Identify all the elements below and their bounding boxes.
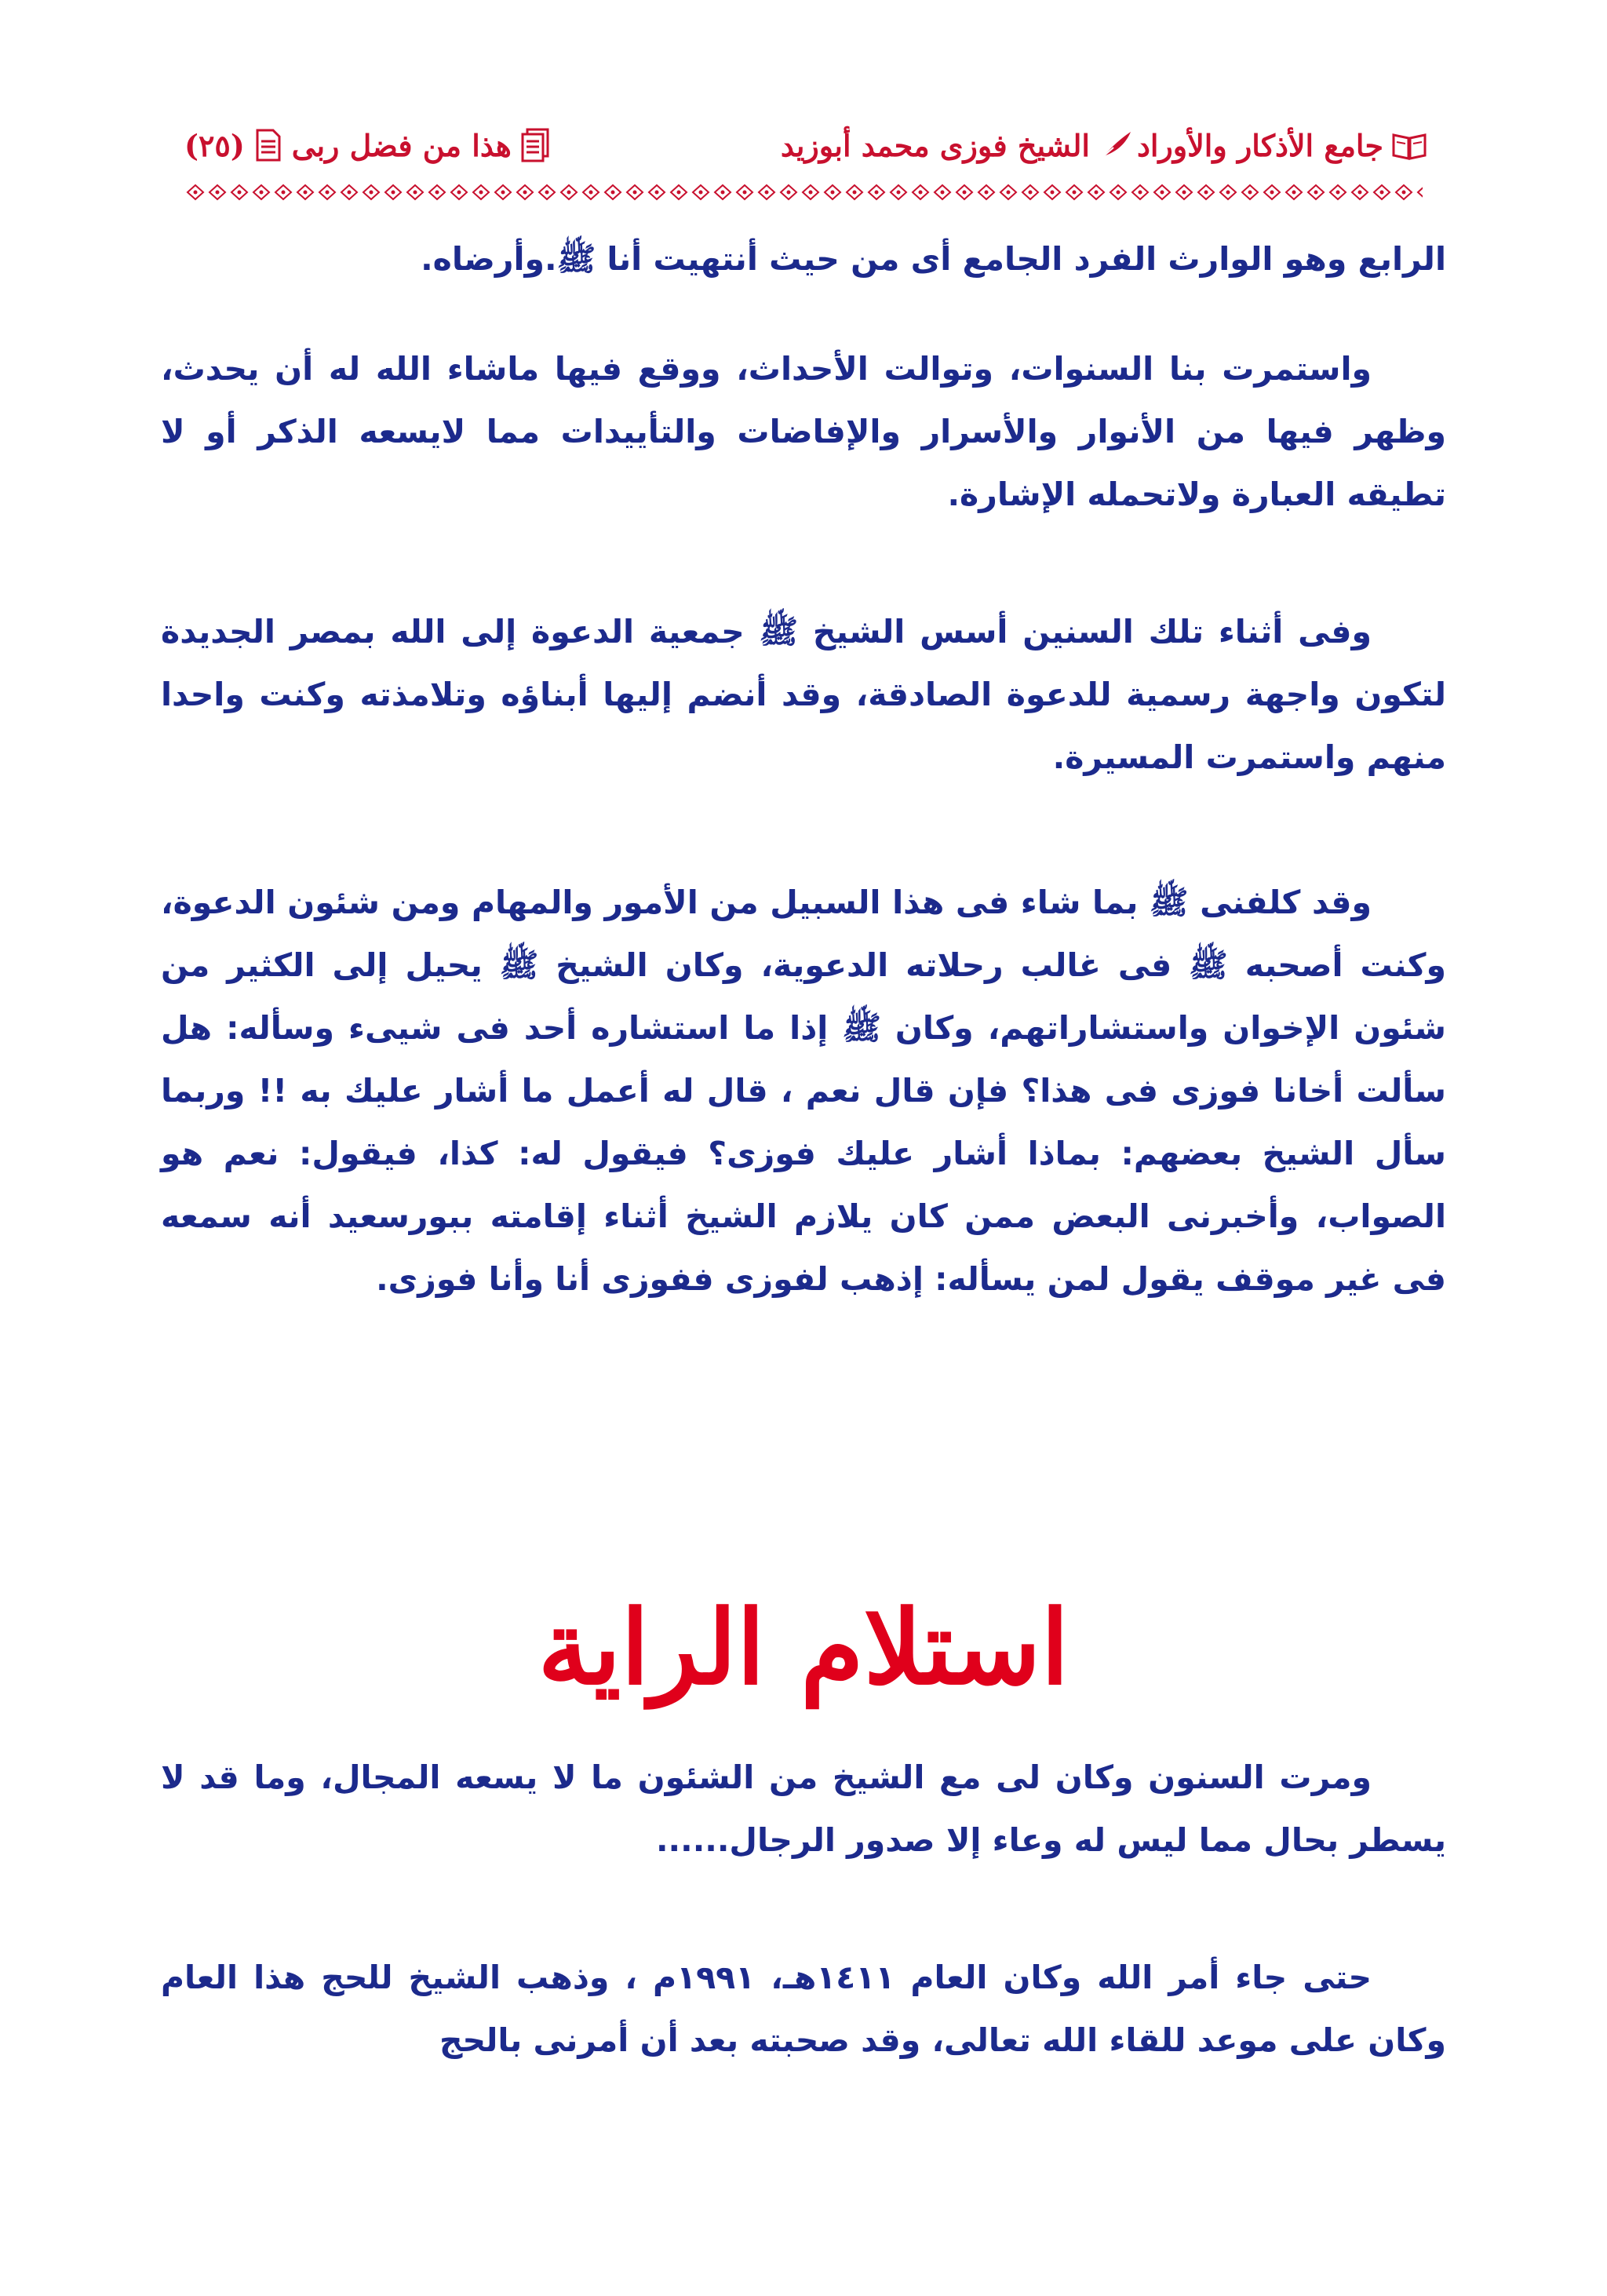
running-header [184,118,1423,173]
body-block-5 [161,1746,1446,1871]
body-block-4 [161,871,1446,1310]
header-left-group [184,127,551,163]
body-block-2 [161,337,1446,526]
section-title: استلام الراية [537,1587,1070,1707]
paragraph-2: واستمرت بنا السنوات، وتوالت الأحداث، ووقع فيها ماشاء الله له أن يحدث، وظهر فيها من الأنوار والأسرار والإفاضات والتأييدات مما لايسعه الذكر أو لا تطيقه العبارة ولاتحمله الإشارة. [161,350,1446,513]
paragraph-5: ومرت السنون وكان لى مع الشيخ من الشئون ما لا يسعه المجال، وما قد لا يسطر بحال مما ليس له وعاء إلا صدور الرجال...... [161,1758,1446,1859]
paragraph-3: وفى أثناء تلك السنين أسس الشيخ ﷺ جمعية الدعوة إلى الله بمصر الجديدة لتكون واجهة رسمية للدعوة الصادقة، وقد أنضم إليها أبناؤه وتلامذته وكنت واحدا منهم واستمرت المسيرة. [161,613,1446,776]
author-name: الشيخ فوزى محمد أبوزيد [780,127,1090,163]
body-block-3 [161,600,1446,789]
header-right-group [781,127,1423,163]
document-icon [253,127,284,163]
body-block-1 [161,228,1446,290]
header-ornament-divider [184,184,1423,201]
page-number: (٢٥) [184,127,245,163]
paragraph-4: وقد كلفنى ﷺ بما شاء فى هذا السبيل من الأمور والمهام ومن شئون الدعوة، وكنت أصحبه ﷺ فى غالب رحلاته الدعوية، وكان الشيخ ﷺ يحيل إلى الكثير من شئون الإخوان واستشاراتهم، وكان ﷺ إذا ما استشاره أحد فى شيىء وسأله: هل سألت أخانا فوزى فى هذا؟ فإن قال نعم ، قال له أعمل ما أشار عليك به !! وربما سأل الشيخ بعضهم: بماذا أشار عليك فوزى؟ فيقول له: كذا، فيقول: نعم هو الصواب، وأخبرنى البعض ممن كان يلازم الشيخ أثناء إقامته ببورسعيد أنه سمعه فى غير موقف يقول لمن يسأله: إذهب لفوزى ففوزى أنا وأنا فوزى. [161,884,1446,1298]
paragraph-1: الرابع وهو الوارث الفرد الجامع أى من حيث أنتهيت أنا ﷺ.وأرضاه. [421,240,1446,278]
pages-icon [519,127,551,163]
paragraph-6: حتى جاء أمر الله وكان العام ١٤١١هـ، ١٩٩١م ، وذهب الشيخ للحج هذا العام وكان على موعد للقاء الله تعالى، وقد صحبته بعد أن أمرنى بالحج [161,1959,1446,2059]
quill-icon [1098,127,1129,163]
book-title: جامع الأذكار والأوراد [1136,127,1383,163]
book-icon [1391,127,1423,163]
header-tagline: هذا من فضل ربى [291,127,512,163]
body-block-6 [161,1946,1446,2072]
